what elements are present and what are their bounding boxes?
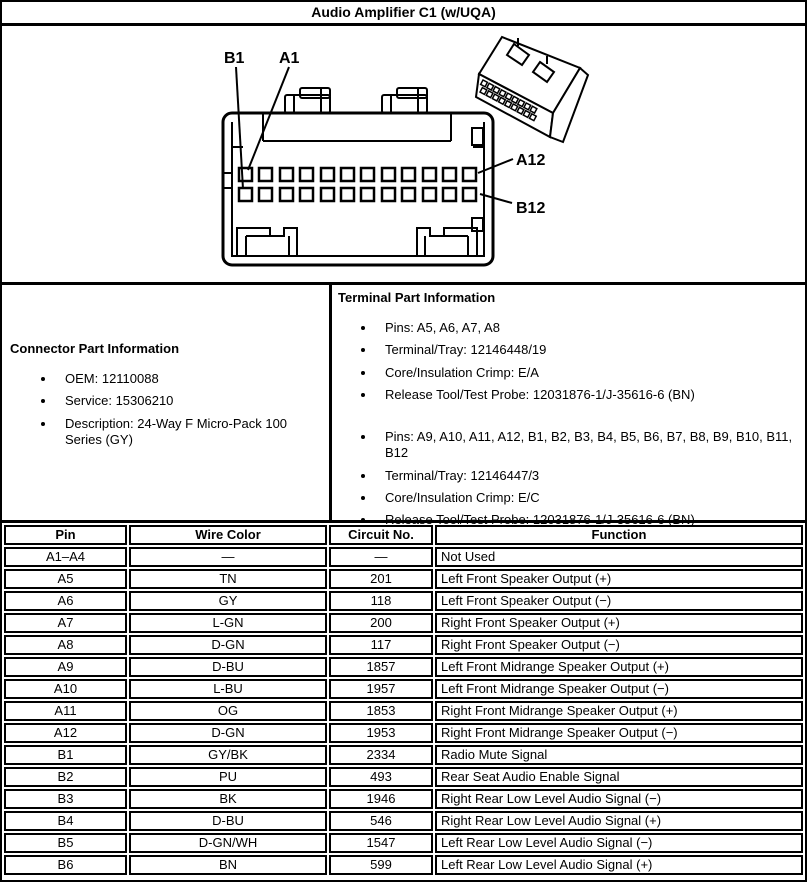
list-item: • Pins: A9, A10, A11, A12, B1, B2, B3, B4, B5, B6, B7, B8, B9, B10, B11, B12 (376, 429, 795, 462)
wire-color-cell: L-GN (129, 613, 327, 633)
table-row (4, 767, 803, 787)
bottom-foot-right (417, 228, 477, 256)
connector-part-info (2, 285, 332, 520)
function-cell: Right Rear Low Level Audio Signal (−) (435, 789, 803, 809)
pin-row-a (239, 168, 476, 181)
pin-cell: B3 (4, 789, 127, 809)
pin-cell: A12 (4, 723, 127, 743)
pin-cell: A9 (4, 657, 127, 677)
list-item: • Release Tool/Test Probe: 12031876-1/J-35616-6 (BN) (376, 512, 795, 528)
header-function: Function (435, 525, 803, 545)
connector-diagram (2, 26, 805, 282)
circuit-no-cell: 1953 (329, 723, 433, 743)
function-cell: Not Used (435, 547, 803, 567)
pin-cell: A6 (4, 591, 127, 611)
circuit-no-cell: 1853 (329, 701, 433, 721)
list-item: • Terminal/Tray: 12146448/19 (376, 342, 795, 358)
mounting-tab-right (382, 88, 427, 113)
wire-color-cell: OG (129, 701, 327, 721)
circuit-no-cell: 200 (329, 613, 433, 633)
function-cell: Right Front Speaker Output (−) (435, 635, 803, 655)
table-row (4, 679, 803, 699)
pin-cell: B2 (4, 767, 127, 787)
function-cell: Right Front Midrange Speaker Output (−) (435, 723, 803, 743)
pin-cell: B5 (4, 833, 127, 853)
pinout-table (2, 523, 805, 877)
mounting-tab-left (285, 88, 330, 113)
wire-color-cell: D-BU (129, 811, 327, 831)
function-cell: Left Front Midrange Speaker Output (−) (435, 679, 803, 699)
function-cell: Left Front Midrange Speaker Output (+) (435, 657, 803, 677)
pin-cell: A1–A4 (4, 547, 127, 567)
list-item: • Terminal/Tray: 12146447/3 (376, 468, 795, 484)
part-information-row (2, 285, 805, 527)
wire-color-cell: — (129, 547, 327, 567)
header-circuit-no: Circuit No. (329, 525, 433, 545)
table-row (4, 701, 803, 721)
wire-color-cell: BN (129, 855, 327, 875)
circuit-no-cell: 1857 (329, 657, 433, 677)
pin-label-a1: A1 (279, 50, 300, 67)
circuit-no-cell: 1547 (329, 833, 433, 853)
function-cell: Right Rear Low Level Audio Signal (+) (435, 811, 803, 831)
list-item: • Release Tool/Test Probe: 12031876-1/J-35616-6 (BN) (376, 387, 795, 403)
table-row (4, 547, 803, 567)
pin-cell: A10 (4, 679, 127, 699)
pin-cell: A11 (4, 701, 127, 721)
terminal-part-info (332, 285, 805, 527)
wire-color-cell: D-GN (129, 723, 327, 743)
list-item: • Description: 24-Way F Micro-Pack 100 Series (GY) (56, 416, 310, 449)
wire-color-cell: L-BU (129, 679, 327, 699)
table-row (4, 811, 803, 831)
pin-label-a12: A12 (516, 152, 546, 169)
function-cell: Radio Mute Signal (435, 745, 803, 765)
wire-color-cell: PU (129, 767, 327, 787)
circuit-no-cell: 2334 (329, 745, 433, 765)
pin-cell: B6 (4, 855, 127, 875)
function-cell: Right Front Midrange Speaker Output (+) (435, 701, 803, 721)
wire-color-cell: TN (129, 569, 327, 589)
terminal-info-group-1 (338, 320, 795, 403)
circuit-no-cell: 1946 (329, 789, 433, 809)
wire-color-cell: GY/BK (129, 745, 327, 765)
function-cell: Left Rear Low Level Audio Signal (+) (435, 855, 803, 875)
page-title: Audio Amplifier C1 (w/UQA) (2, 2, 805, 26)
function-cell: Rear Seat Audio Enable Signal (435, 767, 803, 787)
pin-cell: A8 (4, 635, 127, 655)
table-row (4, 855, 803, 875)
list-item: • Core/Insulation Crimp: E/A (376, 365, 795, 381)
circuit-no-cell: 1957 (329, 679, 433, 699)
connector-info-list (10, 371, 310, 448)
wire-color-cell: GY (129, 591, 327, 611)
table-row (4, 833, 803, 853)
function-cell: Left Front Speaker Output (−) (435, 591, 803, 611)
connector-front-view (223, 88, 493, 265)
circuit-no-cell: 546 (329, 811, 433, 831)
header-wire-color: Wire Color (129, 525, 327, 545)
table-row (4, 613, 803, 633)
pin-cell: A5 (4, 569, 127, 589)
list-item: • Service: 15306210 (56, 393, 310, 409)
pin-row-b (239, 188, 476, 201)
list-item: • OEM: 12110088 (56, 371, 310, 387)
circuit-no-cell: 599 (329, 855, 433, 875)
table-row (4, 745, 803, 765)
pinout-table-section (2, 523, 805, 880)
function-cell: Left Rear Low Level Audio Signal (−) (435, 833, 803, 853)
wire-color-cell: BK (129, 789, 327, 809)
circuit-no-cell: — (329, 547, 433, 567)
wire-color-cell: D-BU (129, 657, 327, 677)
wire-color-cell: D-GN (129, 635, 327, 655)
pin-cell: A7 (4, 613, 127, 633)
terminal-info-heading: Terminal Part Information (338, 290, 496, 305)
circuit-no-cell: 493 (329, 767, 433, 787)
pin-cell: B4 (4, 811, 127, 831)
pin-label-b12: B12 (516, 200, 546, 217)
pin-label-b1: B1 (224, 50, 245, 67)
connector-diagram-section (2, 26, 805, 285)
wire-color-cell: D-GN/WH (129, 833, 327, 853)
circuit-no-cell: 117 (329, 635, 433, 655)
table-row (4, 657, 803, 677)
table-row (4, 635, 803, 655)
terminal-info-group-2 (338, 429, 795, 528)
circuit-no-cell: 118 (329, 591, 433, 611)
table-row (4, 789, 803, 809)
list-item: • Pins: A5, A6, A7, A8 (376, 320, 795, 336)
function-cell: Right Front Speaker Output (+) (435, 613, 803, 633)
circuit-no-cell: 201 (329, 569, 433, 589)
table-header-row (4, 525, 803, 545)
list-item: • Core/Insulation Crimp: E/C (376, 490, 795, 506)
connector-info-heading: Connector Part Information (10, 341, 180, 356)
header-pin: Pin (4, 525, 127, 545)
table-row (4, 591, 803, 611)
function-cell: Left Front Speaker Output (+) (435, 569, 803, 589)
bottom-foot-left (237, 228, 297, 256)
table-row (4, 723, 803, 743)
table-row (4, 569, 803, 589)
pin-cell: B1 (4, 745, 127, 765)
